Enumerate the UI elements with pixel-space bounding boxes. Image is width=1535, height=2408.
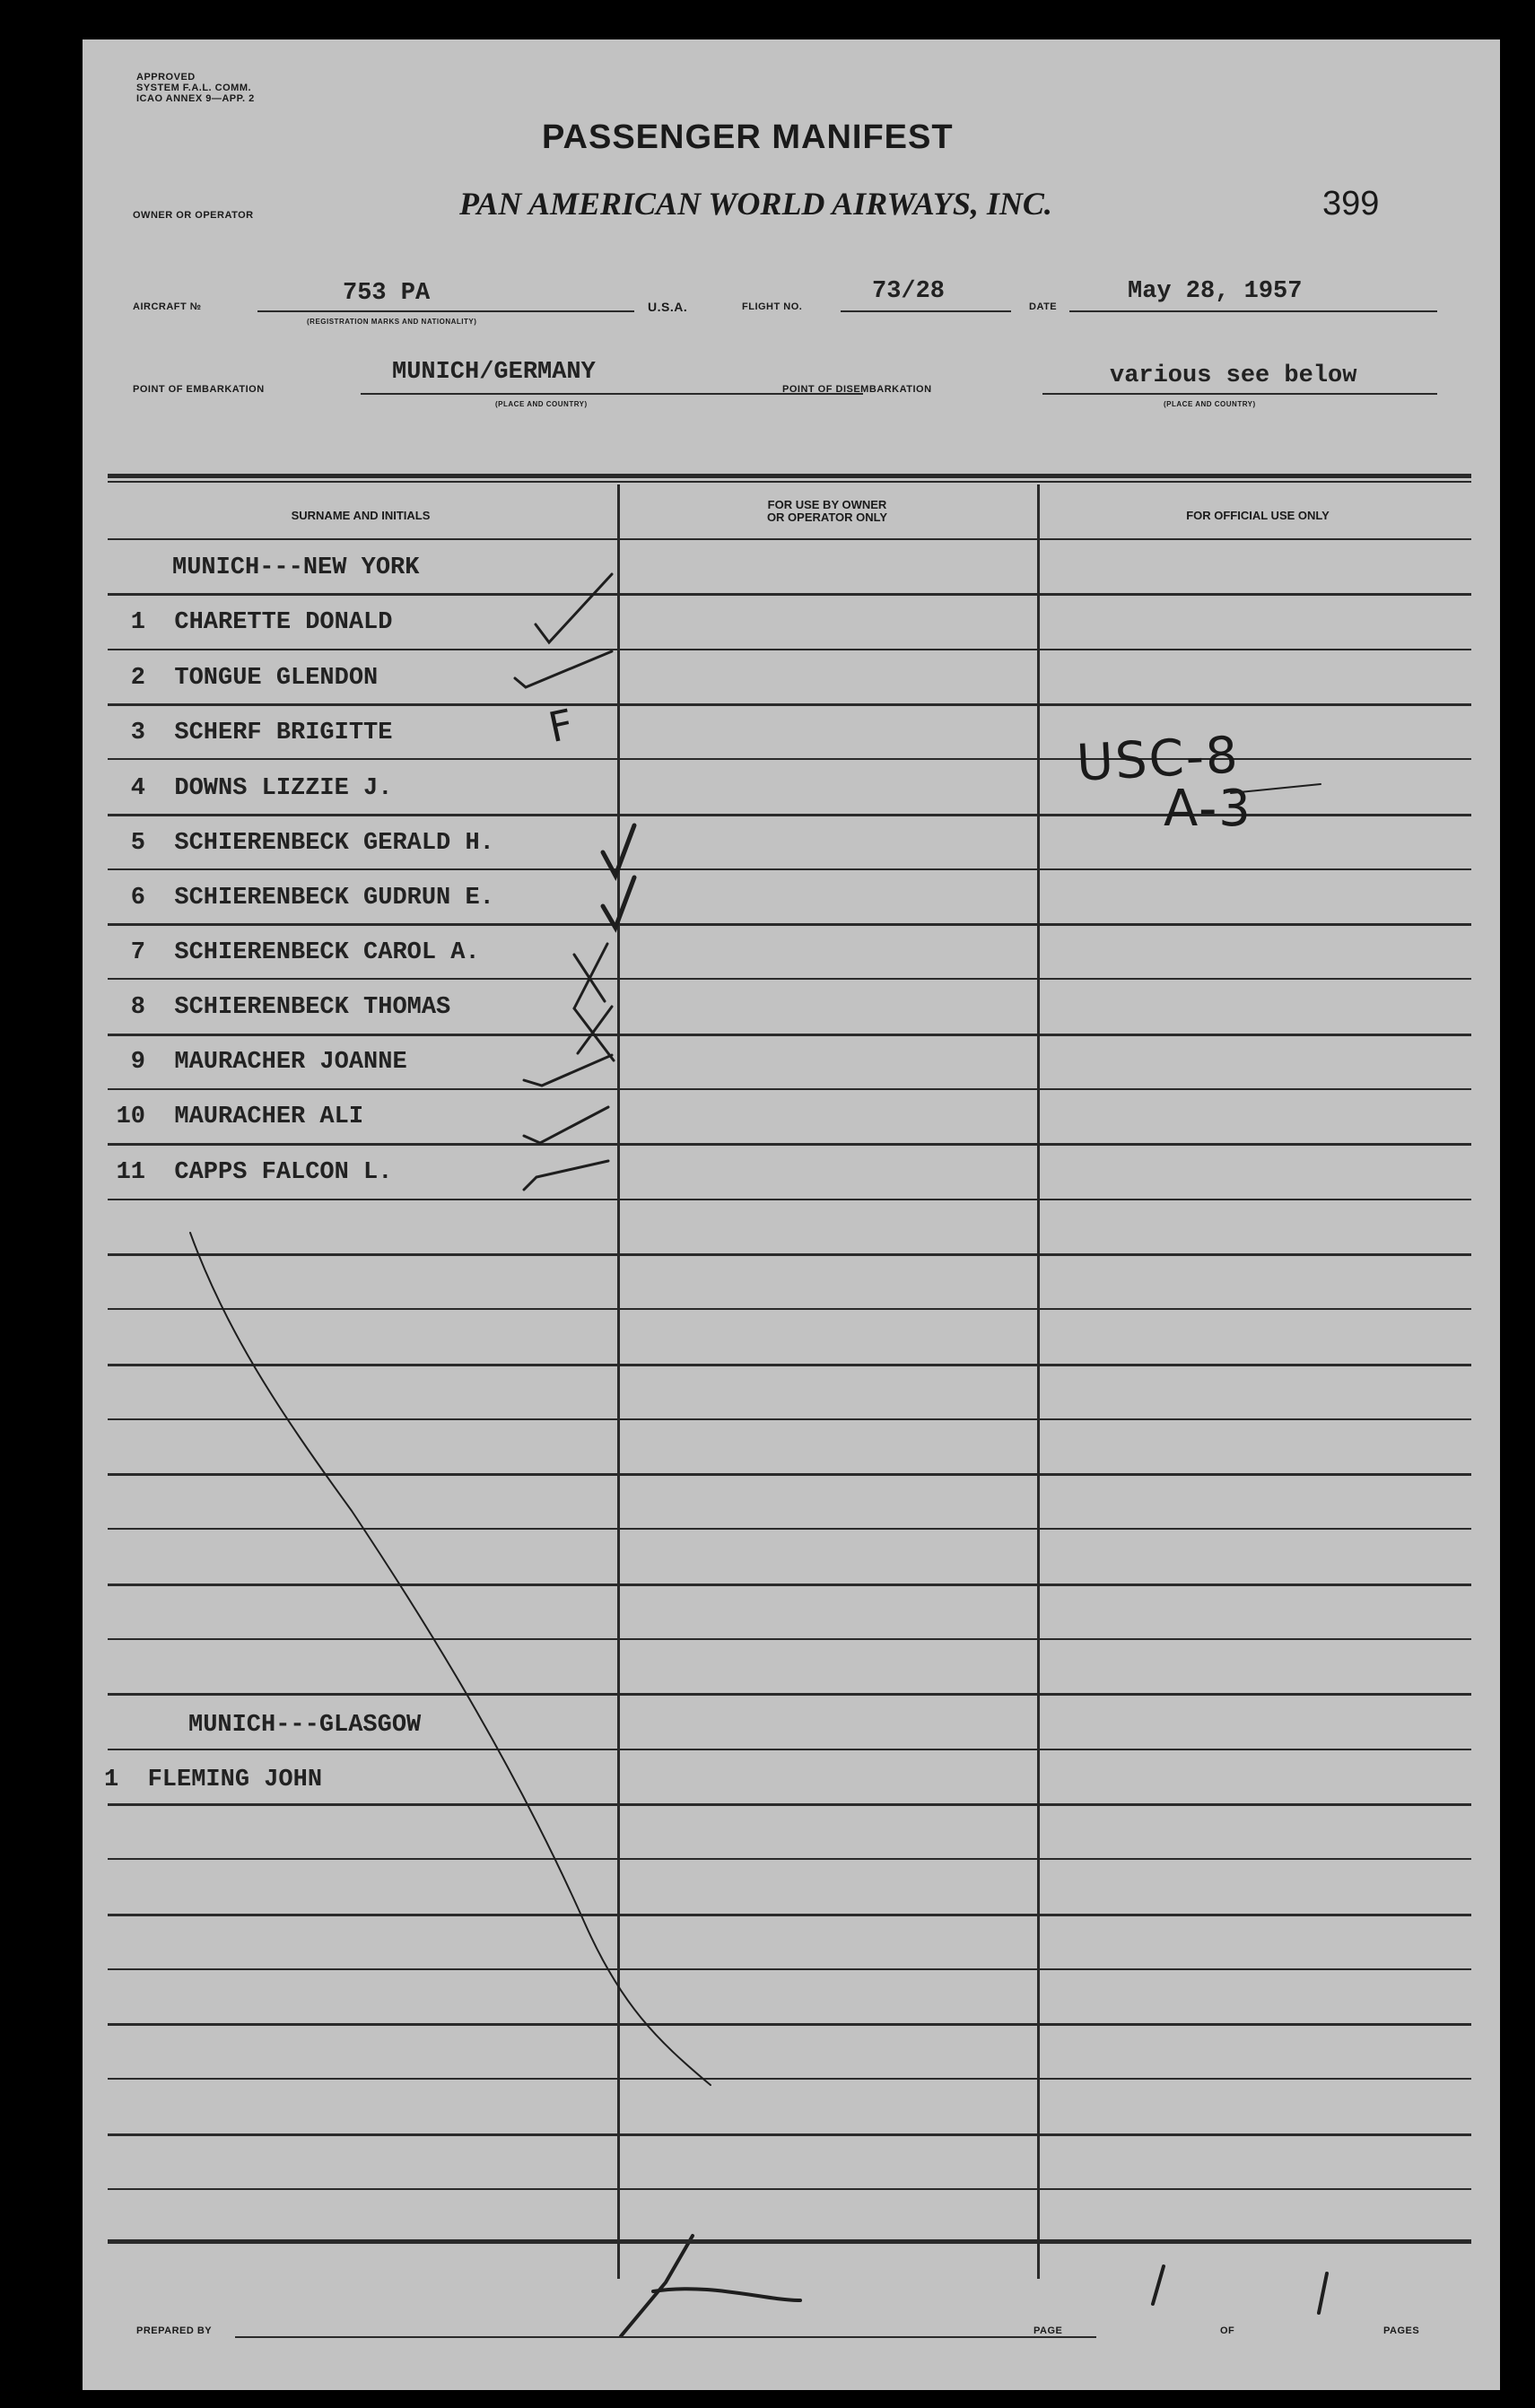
date-label: DATE <box>1029 301 1058 312</box>
disembark-sublabel: (PLACE AND COUNTRY) <box>1164 400 1256 408</box>
page-label: PAGE <box>1034 2325 1063 2336</box>
row-number: 11 <box>116 1159 145 1186</box>
prepared-by-line <box>235 2336 1096 2338</box>
embark-value: MUNICH/GERMANY <box>392 359 596 386</box>
approval-line-1: APPROVED <box>136 72 196 83</box>
company-name: PAN AMERICAN WORLD AIRWAYS, INC. <box>459 186 1052 222</box>
handwritten-f: F <box>544 699 578 753</box>
disembark-label: POINT OF DISEMBARKATION <box>782 384 932 395</box>
check-mark-11 <box>524 1161 608 1190</box>
row-number: 2 <box>130 665 145 692</box>
row-number: 9 <box>130 1049 145 1076</box>
passenger-name: DOWNS LIZZIE J. <box>174 775 393 802</box>
row-number: 10 <box>116 1104 145 1130</box>
passenger-name: TONGUE GLENDON <box>174 665 379 692</box>
usa-label: U.S.A. <box>648 300 688 314</box>
embark-sublabel: (PLACE AND COUNTRY) <box>495 400 588 408</box>
col-header-official: FOR OFFICIAL USE ONLY <box>1186 509 1330 522</box>
passenger-name: SCHIERENBECK GUDRUN E. <box>174 885 494 912</box>
col-header-owner-use-1: FOR USE BY OWNER <box>767 498 887 511</box>
check-mark-10 <box>524 1107 608 1143</box>
diagonal-strike-line <box>190 1233 711 2085</box>
passenger-name: CAPPS FALCON L. <box>174 1159 393 1186</box>
date-value: May 28, 1957 <box>1128 278 1303 305</box>
handwritten-marks <box>83 39 1500 2390</box>
row-number: 1 <box>130 609 145 636</box>
check-mark-1 <box>536 574 612 642</box>
manifest-sheet <box>83 39 1500 2390</box>
passenger-name: FLEMING JOHN <box>147 1767 323 1793</box>
owner-label: OWNER OR OPERATOR <box>133 210 254 221</box>
official-note-a: A-3 <box>1164 780 1252 838</box>
row-number: 4 <box>130 775 145 802</box>
strike-8 <box>1231 784 1321 793</box>
aircraft-label: AIRCRAFT № <box>133 301 202 312</box>
row-number: 8 <box>130 994 145 1021</box>
passenger-name: MAURACHER ALI <box>174 1104 364 1130</box>
check-mark-6 <box>603 877 634 928</box>
check-mark-9 <box>524 1055 612 1086</box>
initials-scribble <box>621 2236 800 2336</box>
flight-no-value: 73/28 <box>872 278 946 305</box>
table-bottom-border <box>108 2239 1471 2244</box>
section-heading: MUNICH---GLASGOW <box>188 1712 422 1739</box>
check-mark-5 <box>603 825 634 876</box>
prepared-by-label: PREPARED BY <box>136 2325 213 2336</box>
row-number: 3 <box>130 720 145 746</box>
passenger-name: SCHIERENBECK CAROL A. <box>174 939 480 966</box>
flight-no-label: FLIGHT NO. <box>742 301 803 312</box>
aircraft-sublabel: (REGISTRATION MARKS AND NATIONALITY) <box>307 318 477 326</box>
page-title: PASSENGER MANIFEST <box>542 118 954 156</box>
pages-label: PAGES <box>1383 2325 1420 2336</box>
x-mark-8 <box>574 1007 614 1060</box>
col-header-surname: SURNAME AND INITIALS <box>291 509 431 522</box>
approval-line-2: SYSTEM F.A.L. COMM. <box>136 83 252 93</box>
row-number: 7 <box>130 939 145 966</box>
official-note-usc: USC-8 <box>1075 726 1242 793</box>
page-stamp-number: 399 <box>1322 185 1380 222</box>
passenger-name: MAURACHER JOANNE <box>174 1049 407 1076</box>
of-label: OF <box>1220 2325 1235 2336</box>
row-number: 5 <box>130 830 145 857</box>
check-mark-2 <box>515 651 612 687</box>
section-heading: MUNICH---NEW YORK <box>172 554 420 581</box>
passenger-name: SCHERF BRIGITTE <box>174 720 393 746</box>
passenger-name: CHARETTE DONALD <box>174 609 393 636</box>
passenger-name: SCHIERENBECK GERALD H. <box>174 830 494 857</box>
passenger-name: SCHIERENBECK THOMAS <box>174 994 451 1021</box>
disembark-value: various see below <box>1110 362 1357 389</box>
x-mark-7 <box>574 944 607 1008</box>
row-number: 6 <box>130 885 145 912</box>
approval-line-3: ICAO ANNEX 9—APP. 2 <box>136 93 255 104</box>
row-number: 1 <box>104 1767 119 1793</box>
col-header-owner-use-2: OR OPERATOR ONLY <box>766 510 888 524</box>
aircraft-value: 753 PA <box>343 280 431 307</box>
embark-label: POINT OF EMBARKATION <box>133 384 265 395</box>
